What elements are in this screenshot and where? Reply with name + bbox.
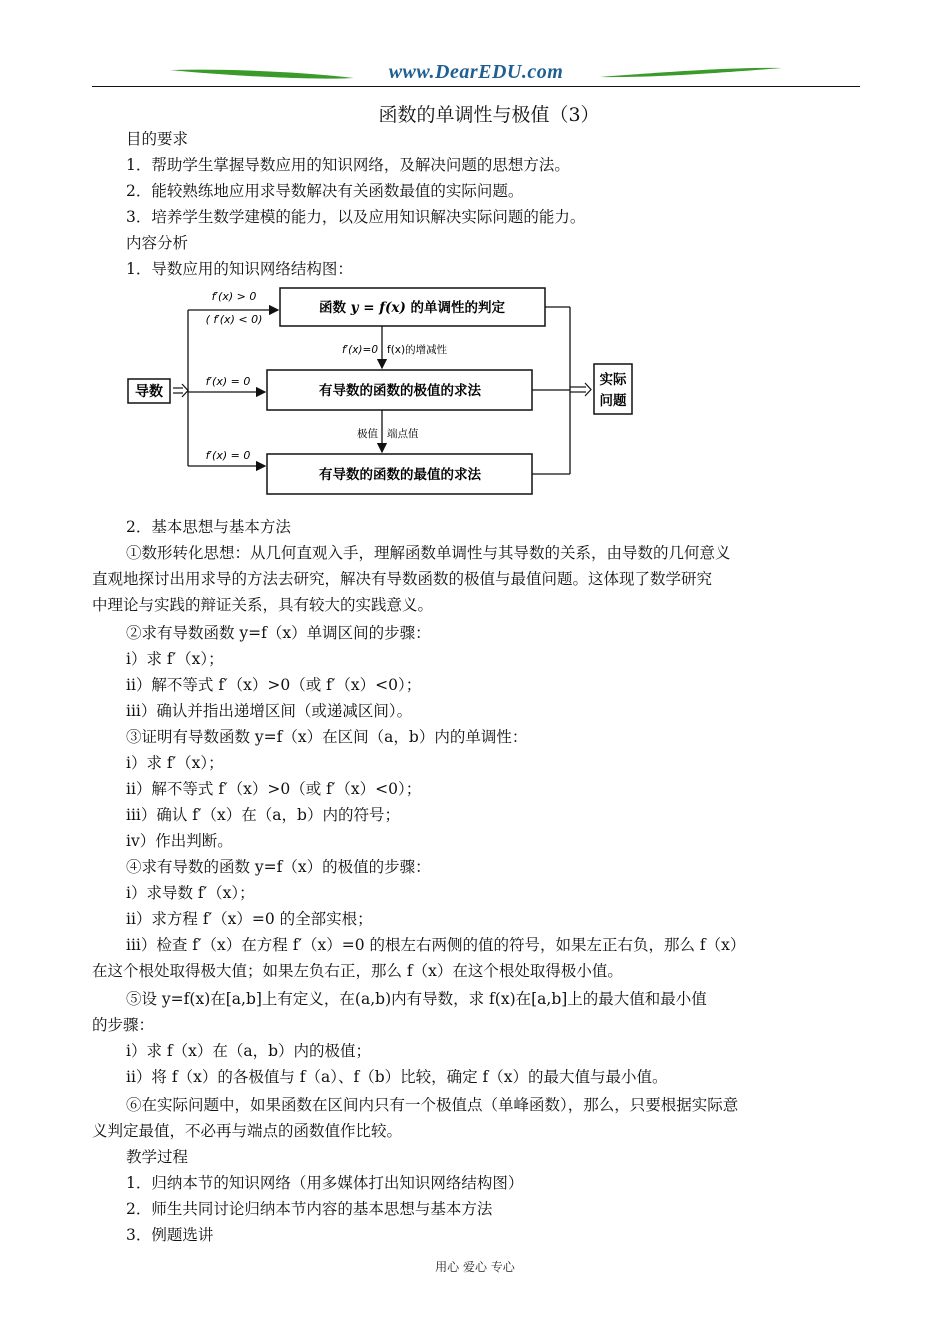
mid-label-right: f(x)的增减性 (387, 344, 448, 356)
low-label-left: 极值 (357, 428, 378, 440)
low-label-right: 端点值 (387, 428, 419, 440)
condition-mid: f′(x) = 0 (205, 375, 251, 388)
step-heading: ③证明有导数函数 y=f（x）在区间（a，b）内的单调性： (126, 728, 528, 746)
condition-bottom: f′(x) = 0 (205, 449, 251, 462)
end-label-line1: 实际 (599, 372, 627, 388)
knowledge-network-diagram (120, 280, 660, 502)
end-label-line2: 问题 (599, 393, 627, 409)
process-item: 1．归纳本节的知识网络（用多媒体打出知识网络结构图） (126, 1174, 524, 1192)
section-heading-goals: 目的要求 (126, 130, 189, 148)
step-item: i）求 f′（x）； (126, 650, 224, 668)
analysis-item: 1．导数应用的知识网络结构图： (126, 260, 353, 278)
paragraph-line: 义判定最值，不必再与端点的函数值作比较。 (92, 1122, 403, 1140)
maximum-box-label: 有导数的函数的最值的求法 (319, 467, 481, 483)
section-heading-process: 教学过程 (126, 1148, 189, 1166)
paragraph-line: ①数形转化思想：从几何直观入手，理解函数单调性与其导数的关系，由导数的几何意义 (126, 544, 731, 562)
step-item: ii）解不等式 f′（x）>0（或 f′（x）<0）； (126, 676, 422, 694)
step-item: iii）确认并指出递增区间（或递减区间）。 (126, 702, 413, 720)
condition-top-alt: ( f′(x) < 0) (205, 313, 263, 326)
mid-label-left: f′(x)=0 (342, 344, 378, 356)
step-item: ii）将 f（x）的各极值与 f（a）、f（b）比较，确定 f（x）的最大值与最小值。 (126, 1068, 668, 1086)
paragraph-line: 中理论与实践的辩证关系，具有较大的实践意义。 (92, 596, 434, 614)
step-item: i）求 f（x）在（a，b）内的极值； (126, 1042, 372, 1060)
monotonicity-box-label: 函数 y = f(x) 的单调性的判定 (318, 300, 506, 316)
section-heading-methods: 2．基本思想与基本方法 (126, 518, 291, 536)
page-footer: 用心 爱心 专心 (435, 1260, 515, 1274)
process-item: 2．师生共同讨论归纳本节内容的基本思想与基本方法 (126, 1200, 493, 1218)
paragraph-line: ⑥在实际问题中，如果函数在区间内只有一个极值点（单峰函数），那么，只要根据实际意 (126, 1096, 739, 1114)
step-item: ii）求方程 f′（x）=0 的全部实根； (126, 910, 373, 928)
step-heading: ⑤设 y=f(x)在[a,b]上有定义，在(a,b)内有导数，求 f(x)在[a,b]上的最大值和最小值 (126, 990, 707, 1008)
step-heading: ②求有导数函数 y=f（x）单调区间的步骤： (126, 624, 431, 642)
step-item: i）求导数 f′（x）； (126, 884, 255, 902)
process-item: 3．例题选讲 (126, 1226, 214, 1244)
header-divider (92, 86, 860, 87)
step-item: iii）确认 f′（x）在（a，b）内的符号； (126, 806, 400, 824)
step-item: i）求 f′（x）； (126, 754, 224, 772)
step-heading: ④求有导数的函数 y=f（x）的极值的步骤： (126, 858, 431, 876)
document-title: 函数的单调性与极值（3） (378, 104, 600, 126)
step-item: iii）检查 f′（x）在方程 f′（x）=0 的根左右两侧的值的符号，如果左正右负，那么 f（x） (126, 936, 746, 954)
step-item: iv）作出判断。 (126, 832, 233, 850)
goal-item: 3．培养学生数学建模的能力，以及应用知识解决实际问题的能力。 (126, 208, 586, 226)
extremum-box-label: 有导数的函数的极值的求法 (319, 383, 481, 399)
start-label: 导数 (135, 384, 163, 400)
paragraph-line: 直观地探讨出用求导的方法去研究，解决有导数函数的极值与最值问题。这体现了数学研究 (92, 570, 713, 588)
step-item: 在这个根处取得极大值；如果左负右正，那么 f（x）在这个根处取得极小值。 (92, 962, 623, 980)
site-logo-text: www.DearEDU.com (388, 61, 564, 83)
step-item: ii）解不等式 f′（x）>0（或 f′（x）<0）； (126, 780, 422, 798)
step-heading: 的步骤： (92, 1016, 155, 1034)
goal-item: 1．帮助学生掌握导数应用的知识网络，及解决问题的思想方法。 (126, 156, 570, 174)
goal-item: 2．能较熟练地应用求导数解决有关函数最值的实际问题。 (126, 182, 524, 200)
condition-top: f′(x) > 0 (211, 290, 257, 303)
section-heading-analysis: 内容分析 (126, 234, 189, 252)
